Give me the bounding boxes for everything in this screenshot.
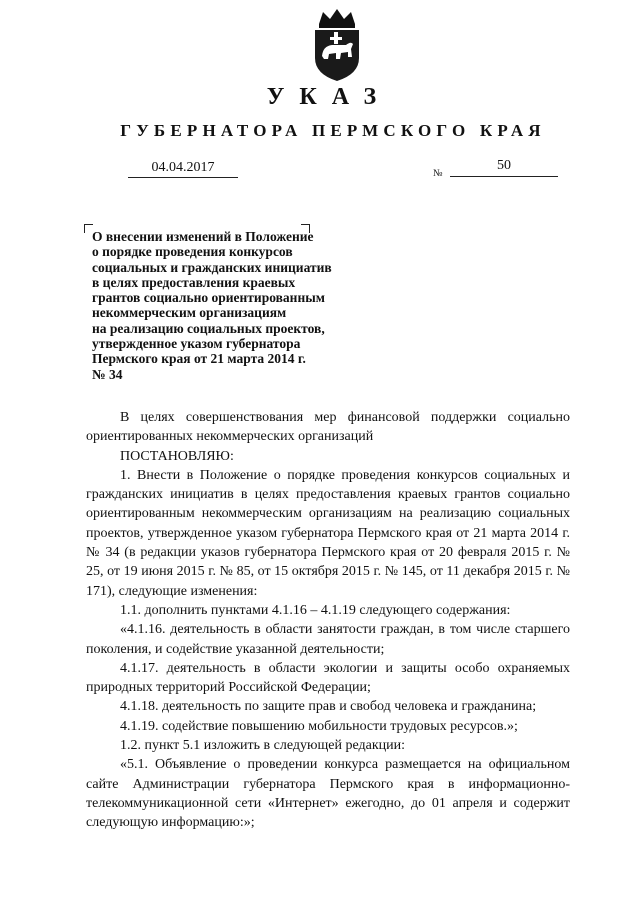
item-4-1-19-paragraph: 4.1.19. содействие повышению мобильности трудовых ресурсов.»; xyxy=(120,718,518,734)
item-1-2-paragraph: 1.2. пункт 5.1 изложить в следующей редакции: xyxy=(120,738,405,754)
subject-line: социальных и гражданских инициатив xyxy=(92,259,332,275)
subject-line: некоммерческим организациям xyxy=(92,305,287,321)
subject-line: Пермского края от 21 марта 2014 г. xyxy=(92,351,306,367)
decree-label: УКАЗ xyxy=(266,84,392,110)
item-1-paragraph: 1. Внести в Положение о порядке проведения конкурсов социальных и гражданских инициатив в целях предоставления краевых грантов социально ориентированным некоммерческим организациям на реализацию социальных проектов, утвержденное указом губернатора Пермского края от 21 марта 2014 г. № 34 (в редакции указов губернатора Пермского края от 20 февраля 2015 г. № 25, от 19 июня 2015 г. № 85, от 15 октября 2015 г. № 145, от 11 декабря 2015 г. № 171), следующие изменения: xyxy=(86,467,570,599)
subject-line: в целях предоставления краевых xyxy=(92,274,296,290)
item-1-1-paragraph: 1.1. дополнить пунктами 4.1.16 – 4.1.19 следующего содержания: xyxy=(120,602,511,618)
subject-line: на реализацию социальных проектов, xyxy=(92,320,325,336)
decree-subject xyxy=(92,229,372,382)
decree-number: 50 xyxy=(450,158,558,177)
subject-line: О внесении изменений в Положение xyxy=(92,229,314,244)
decree-date: 04.04.2017 xyxy=(128,160,238,178)
decree-word: ПОСТАНОВЛЯЮ: xyxy=(120,448,234,464)
subject-line: № 34 xyxy=(92,366,123,382)
item-5-1-paragraph: «5.1. Объявление о проведении конкурса размещается на официальном сайте Администрации губернатора Пермского края в информационно-телекоммуникационной сети «Интернет» ежегодно, до 01 апреля и содержит следующую информацию:»; xyxy=(86,757,570,831)
subject-line: утвержденное указом губернатора xyxy=(92,336,301,352)
number-sign: № xyxy=(433,168,443,179)
preamble-paragraph: В целях совершенствования мер финансовой поддержки социально ориентированных некоммерческих организаций xyxy=(86,410,570,445)
item-4-1-16-paragraph: «4.1.16. деятельность в области занятости граждан, в том числе старшего поколения, и содействие указанной деятельности; xyxy=(86,622,570,657)
item-4-1-17-paragraph: 4.1.17. деятельность в области экологии и защиты особо охраняемых природных территорий Российской Федерации; xyxy=(86,660,570,696)
issuer-title: ГУБЕРНАТОРА ПЕРМСКОГО КРАЯ xyxy=(120,121,546,140)
decree-body xyxy=(86,408,570,833)
subject-line: о порядке проведения конкурсов xyxy=(92,244,293,260)
subject-line: грантов социально ориентированным xyxy=(92,290,325,306)
perm-krai-coat-of-arms-icon xyxy=(303,8,371,82)
item-4-1-18-paragraph: 4.1.18. деятельность по защите прав и свобод человека и гражданина; xyxy=(120,699,537,715)
